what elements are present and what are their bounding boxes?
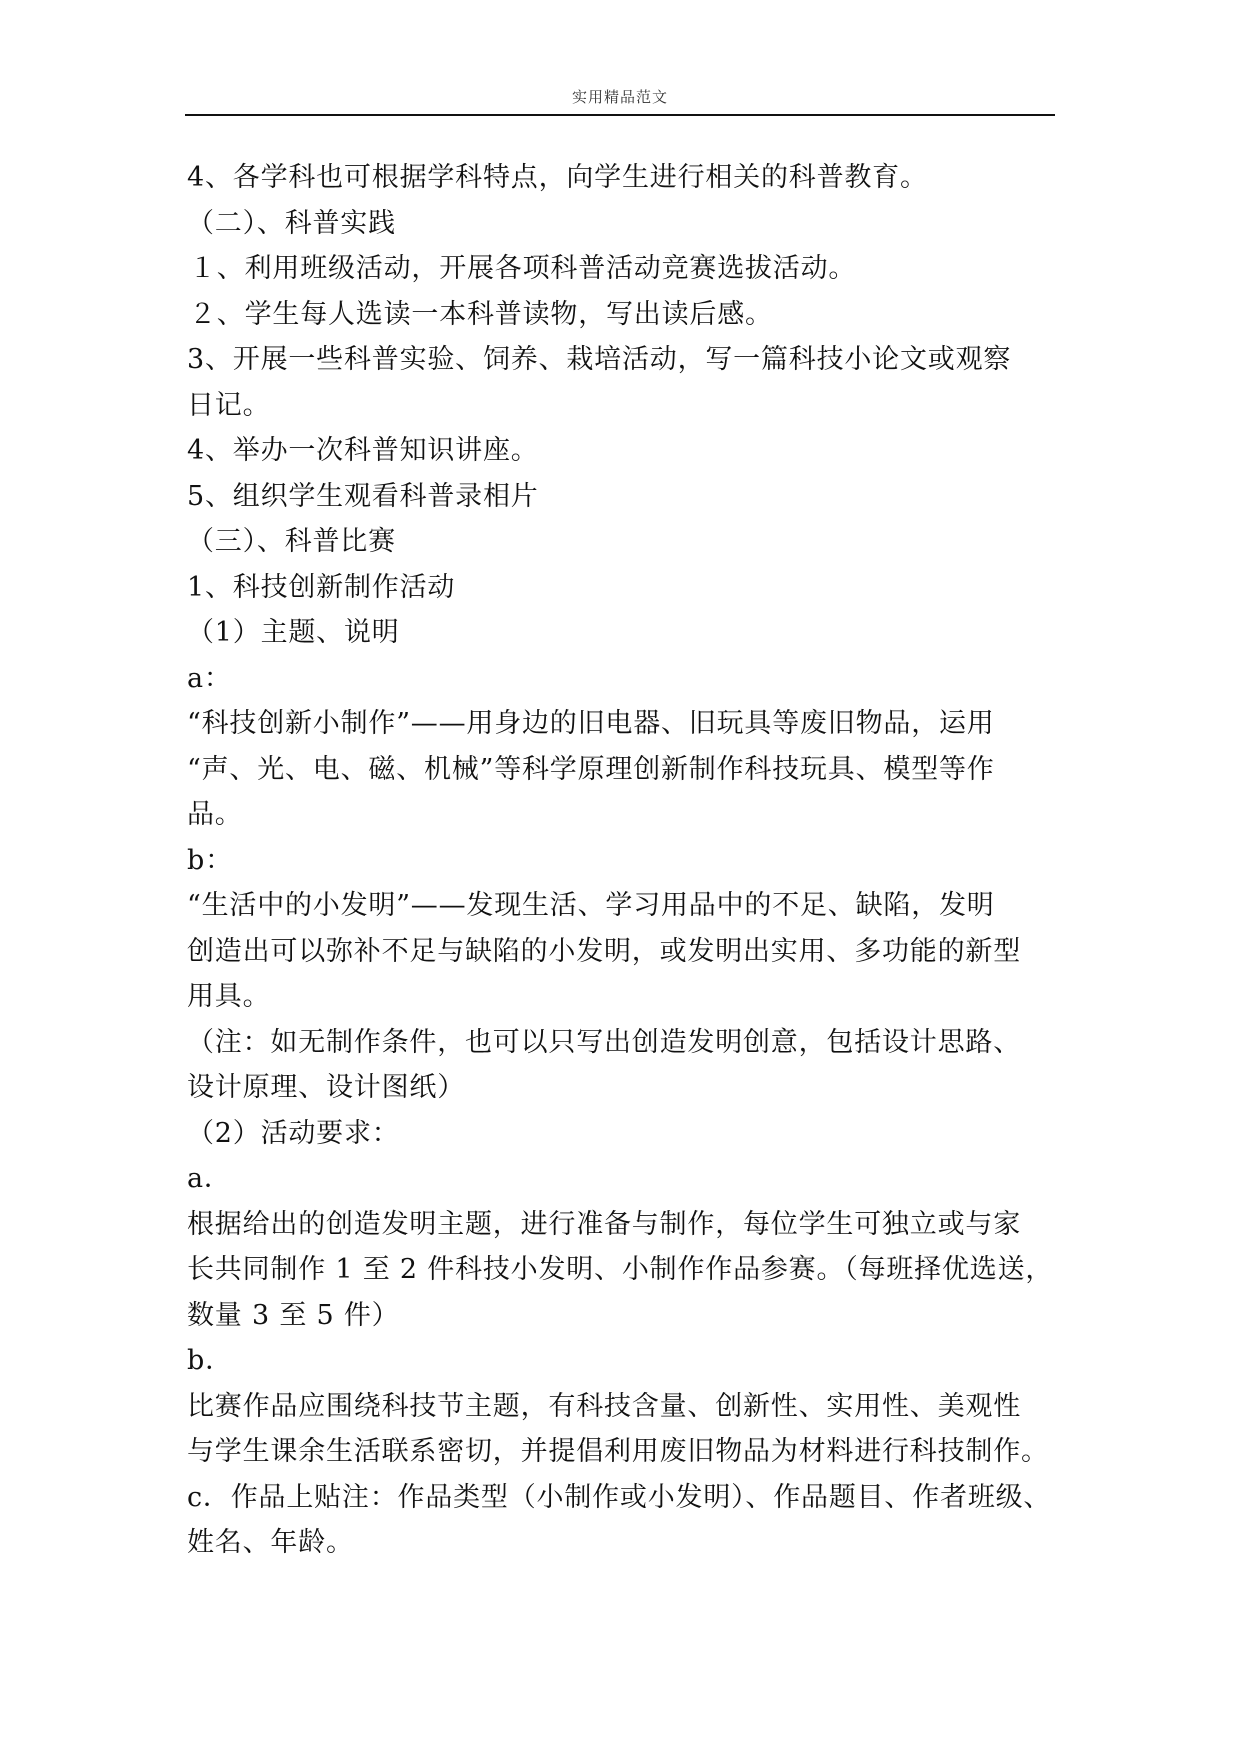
text-line: 数量 3 至 5 件）	[187, 1299, 400, 1331]
list-marker: a．	[187, 1163, 232, 1194]
text-line: 创造出可以弥补不足与缺陷的小发明，或发明出实用、多功能的新型	[187, 935, 1021, 967]
text-line: 姓名、年龄。	[187, 1527, 354, 1558]
text-line: 日记。	[187, 389, 271, 421]
section-heading: （二）、科普实践	[187, 207, 396, 239]
text-line: 3、开展一些科普实验、饲养、栽培活动，写一篇科技小论文或观察	[187, 344, 1012, 375]
text-line: ２、学生每人选读一本科普读物，写出读后感。	[189, 298, 773, 330]
text-line: 4、举办一次科普知识讲座。	[187, 435, 539, 466]
section-heading: （三）、科普比赛	[187, 526, 396, 557]
text-line: 用具。	[187, 981, 271, 1012]
page-header-title: 实用精品范文	[571, 88, 668, 106]
text-line: 5、组织学生观看科普录相片	[187, 480, 539, 512]
text-line: 长共同制作 1 至 2 件科技小发明、小制作作品参赛。（每班择优选送，	[187, 1254, 1054, 1285]
list-marker: b．	[187, 1345, 233, 1376]
text-line: 品。	[187, 799, 243, 830]
text-line: 4、各学科也可根据学科特点，向学生进行相关的科普教育。	[187, 162, 928, 193]
list-marker: b：	[187, 844, 233, 876]
note-line: 设计原理、设计图纸）	[187, 1072, 465, 1103]
subsection-heading: （2）活动要求：	[187, 1117, 400, 1149]
list-marker: a：	[187, 662, 232, 694]
text-line: “生活中的小发明”——发现生活、学习用品中的不足、缺陷，发明	[187, 890, 995, 921]
text-line: 根据给出的创造发明主题，进行准备与制作，每位学生可独立或与家	[187, 1208, 1021, 1240]
header-divider	[185, 114, 1055, 116]
text-line: c．作品上贴注：作品类型（小制作或小发明）、作品题目、作者班级、	[187, 1481, 1052, 1513]
document-body	[187, 155, 1067, 1566]
text-line: １、利用班级活动，开展各项科普活动竞赛选拔活动。	[189, 253, 857, 284]
text-line: 比赛作品应围绕科技节主题，有科技含量、创新性、实用性、美观性	[187, 1390, 1021, 1422]
text-line: “科技创新小制作”——用身边的旧电器、旧玩具等废旧物品，运用	[187, 708, 995, 739]
text-line: 与学生课余生活联系密切，并提倡利用废旧物品为材料进行科技制作。	[187, 1436, 1049, 1467]
subsection-heading: （1）主题、说明	[187, 617, 400, 648]
note-line: （注：如无制作条件，也可以只写出创造发明创意，包括设计思路、	[187, 1026, 1021, 1058]
text-line: “声、光、电、磁、机械”等科学原理创新制作科技玩具、模型等作	[187, 753, 995, 785]
text-line: 1、科技创新制作活动	[187, 571, 456, 603]
